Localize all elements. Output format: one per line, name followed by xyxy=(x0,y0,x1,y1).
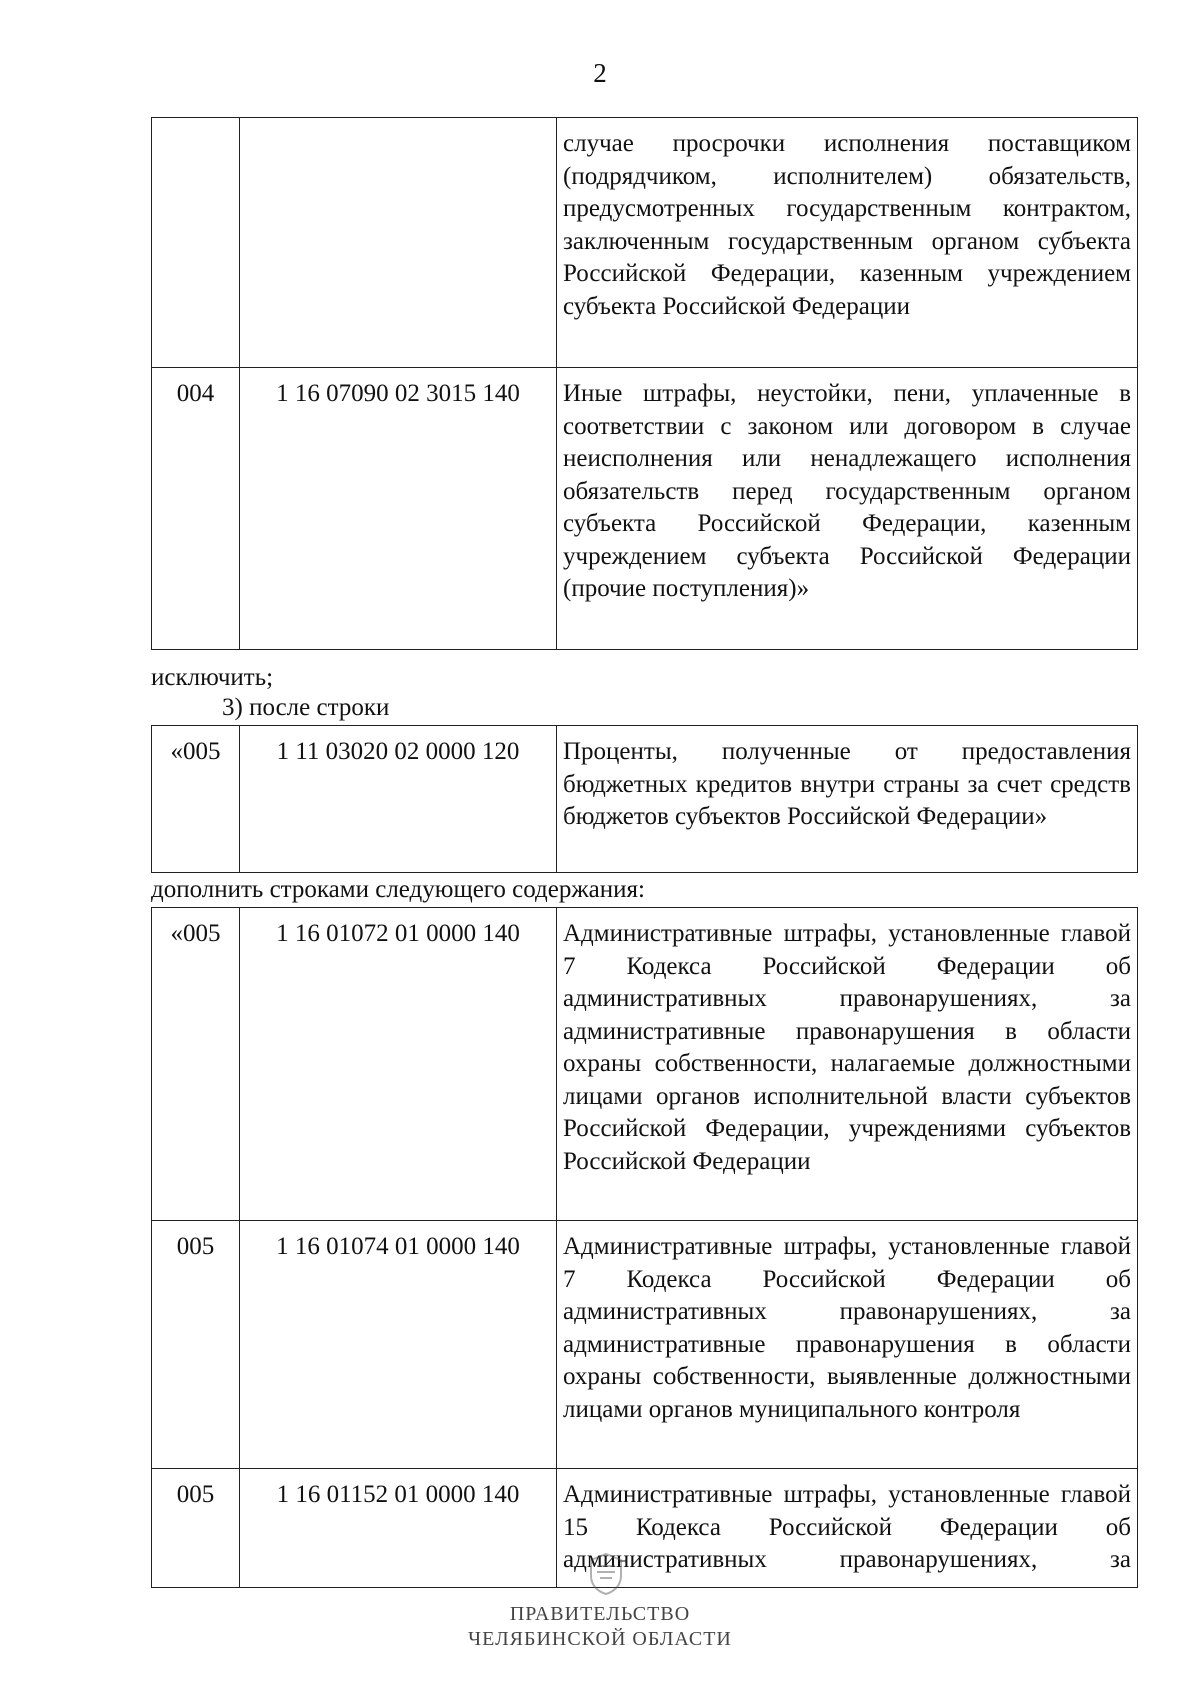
cell-admin-code: 004 xyxy=(152,368,240,650)
table-continuation xyxy=(151,117,1138,650)
table-row xyxy=(152,118,1138,368)
footer-government-line2: ЧЕЛЯБИНСКОЙ ОБЛАСТИ xyxy=(468,1628,732,1650)
cell-admin-code: «005 xyxy=(152,726,240,873)
table-row xyxy=(152,908,1138,1221)
cell-description: Иные штрафы, неустойки, пени, уплаченные в соответствии с законом или договором в случае неисполнения или ненадлежащего исполнения обязательств перед государственным органом субъекта Российской Федерации, казенным учреждением субъекта Российской Федерации (прочие поступления)» xyxy=(557,368,1138,650)
cell-revenue-code: 1 16 01072 01 0000 140 xyxy=(240,908,557,1221)
table-new-rows xyxy=(151,907,1138,1588)
text-add-rows: дополнить строками следующего содержания: xyxy=(151,876,645,903)
table-row xyxy=(152,368,1138,650)
table-row xyxy=(152,1469,1138,1588)
cell-revenue-code xyxy=(240,118,557,368)
text-after-row: 3) после строки xyxy=(222,694,390,721)
cell-admin-code: «005 xyxy=(152,908,240,1221)
cell-revenue-code: 1 16 01152 01 0000 140 xyxy=(240,1469,557,1588)
cell-description: Административные штрафы, установленные главой 15 Кодекса Российской Федерации об административных правонарушениях, за xyxy=(557,1469,1138,1588)
cell-description: Административные штрафы, установленные главой 7 Кодекса Российской Федерации об административных правонарушениях, за административные правонарушения в области охраны собственности, налагаемые должностными лицами органов исполнительной власти субъектов Российской Федерации, учреждениями субъектов Российской Федерации xyxy=(557,908,1138,1221)
cell-admin-code: 005 xyxy=(152,1221,240,1469)
cell-admin-code: 005 xyxy=(152,1469,240,1588)
cell-revenue-code: 1 11 03020 02 0000 120 xyxy=(240,726,557,873)
cell-description: Административные штрафы, установленные главой 7 Кодекса Российской Федерации об административных правонарушениях, за административные правонарушения в области охраны собственности, выявленные должностными лицами органов муниципального контроля xyxy=(557,1221,1138,1469)
page-number: 2 xyxy=(593,58,607,88)
footer-government-line1: ПРАВИТЕЛЬСТВО xyxy=(509,1603,691,1625)
text-exclude: исключить; xyxy=(151,664,274,691)
cell-description: Проценты, полученные от предоставления бюджетных кредитов внутри страны за счет средств бюджетов субъектов Российской Федерации» xyxy=(557,726,1138,873)
coat-of-arms-emblem-icon xyxy=(587,1552,625,1596)
cell-revenue-code: 1 16 01074 01 0000 140 xyxy=(240,1221,557,1469)
cell-description: случае просрочки исполнения поставщиком (подрядчиком, исполнителем) обязательств, предусмотренных государственным контрактом, заключенным государственным органом субъекта Российской Федерации, казенным учреждением субъекта Российской Федерации xyxy=(557,118,1138,368)
cell-revenue-code: 1 16 07090 02 3015 140 xyxy=(240,368,557,650)
cell-admin-code xyxy=(152,118,240,368)
table-row xyxy=(152,1221,1138,1469)
table-after-row xyxy=(151,725,1138,873)
table-row xyxy=(152,726,1138,873)
